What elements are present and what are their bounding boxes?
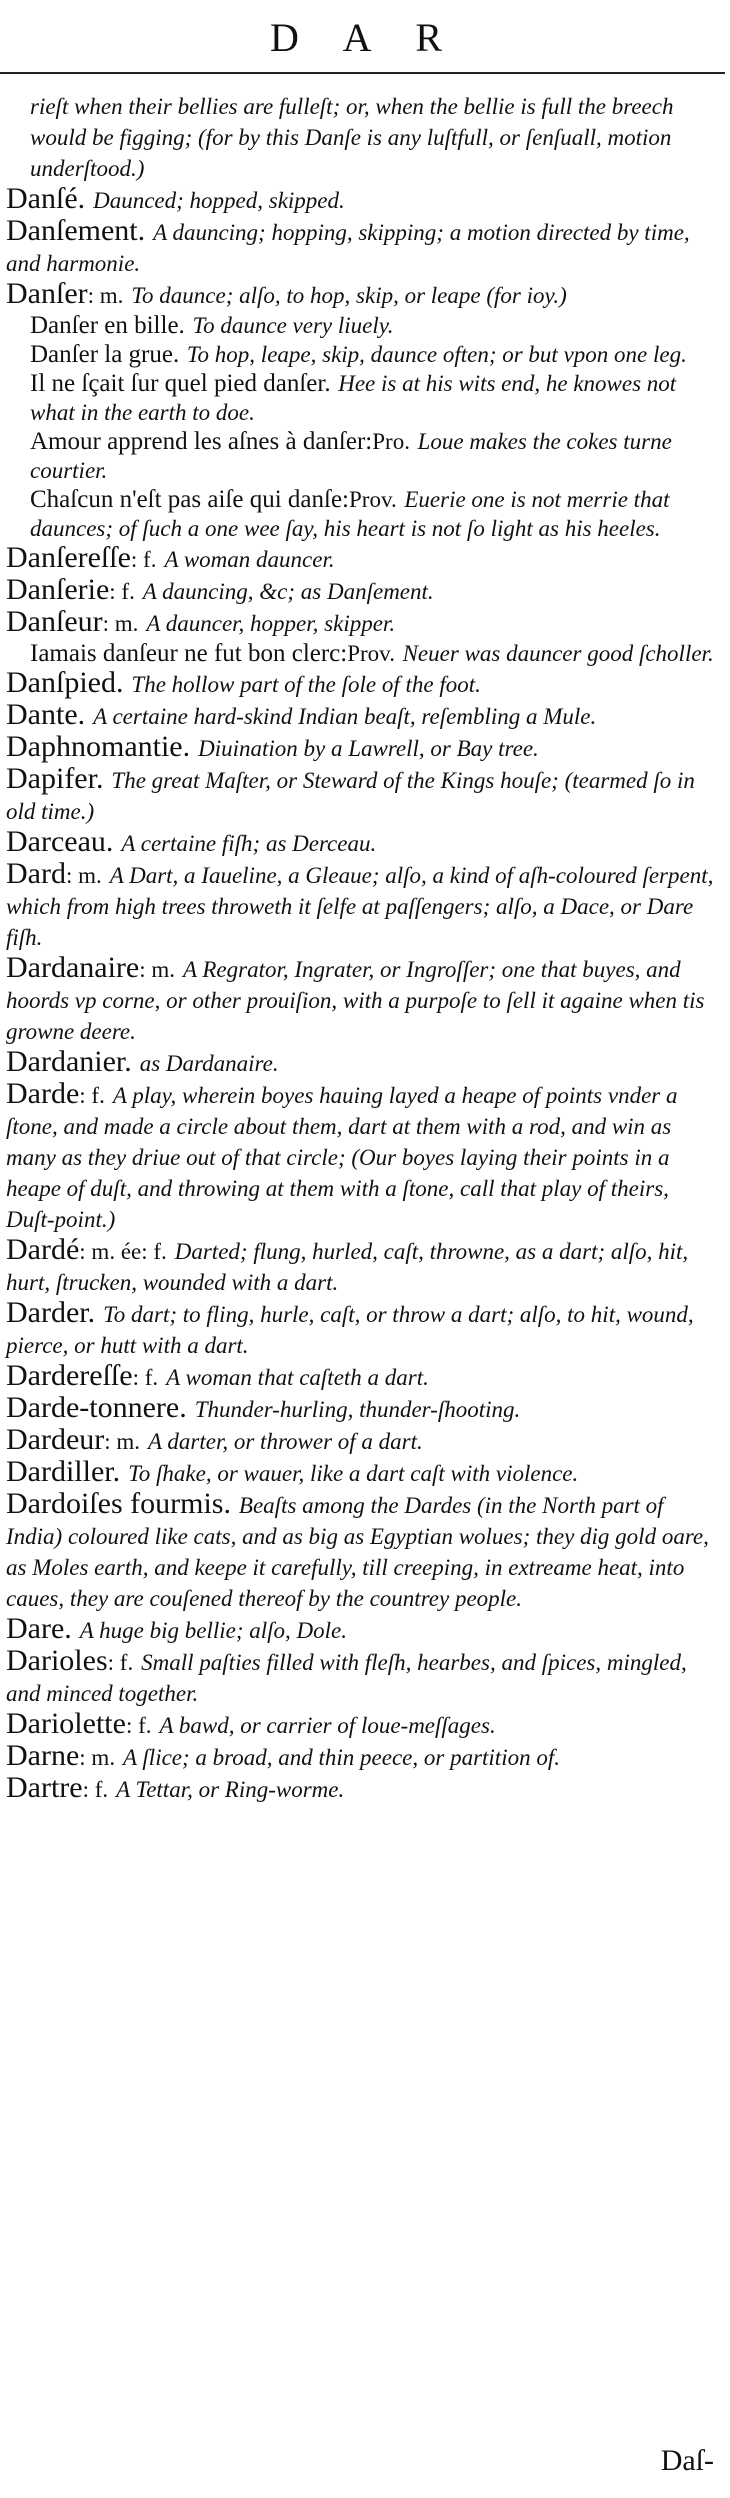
dictionary-entry [6,216,718,279]
headword: Il ne ſçait ſur quel pied danſer. [30,370,331,397]
grammar-note: : m. [87,283,124,308]
headword: Danſé. [6,182,86,215]
definition: To hop, leape, skip, daunce often; or but vpon one leg. [186,342,687,367]
dictionary-entry [6,1773,718,1805]
headword: Darde-tonnere. [6,1391,187,1424]
headword: Dardanaire [6,951,140,984]
definition: To daunce; alſo, to hop, skip, or leape (for ioy.) [131,283,567,308]
definition: A play, wherein boyes hauing layed a heape of points vnder a ſtone, and made a circle about them, dart at them with a rod, and win as many as they driue out of that circle; (Our boyes laying their points in a heape of duſt, and throwing at them with a ſtone, call that play of theirs, Duſt-point.) [6,1083,678,1232]
headword: Danſpied. [6,666,124,699]
header-rule [0,72,725,74]
grammar-note: : f. [132,1365,159,1390]
dictionary-entry [6,575,718,607]
catchword: Daſ- [660,2444,714,2477]
definition: A darter, or thrower of a dart. [148,1429,423,1454]
headword: Dardanier. [6,1045,132,1078]
headword: Dariolette [6,1707,126,1740]
grammar-note: : f. [125,1713,152,1738]
headword: Amour apprend les aſnes à danſer: [30,428,373,455]
dictionary-entry [6,859,718,953]
headword: Danſerie [6,573,110,606]
definition: A dauncer, hopper, skipper. [146,611,396,636]
definition: Darted; flung, hurled, caſt, throwne, as a dart; alſo, hit, hurt, ſtrucken, wounded with a dart. [6,1239,689,1295]
headword: Dante. [6,698,86,731]
grammar-note: : f. [82,1777,109,1802]
definition: A dauncing, &c; as Danſement. [142,579,434,604]
dictionary-entry [6,953,718,1047]
definition: A Dart, a Iaueline, a Gleaue; alſo, a kind of aſh-coloured ſerpent, which from high trees throweth it ſelfe at paſſengers; alſo, a Dace, or Dare fiſh. [6,863,714,950]
dictionary-entry [6,1709,718,1741]
dictionary-subentry [6,639,718,668]
definition: Loue makes the cokes turne courtier. [30,429,672,483]
grammar-note: Prov. [347,641,395,666]
definition: A certaine fiſh; as Derceau. [121,831,377,856]
headword: Dardereſſe [6,1359,133,1392]
definition: Diuination by a Lawrell, or Bay tree. [198,736,539,761]
dictionary-entry [6,607,718,639]
dictionary-entry [6,279,718,311]
running-head: D A R [269,15,461,60]
headword: Darioles [6,1644,108,1677]
dictionary-entry [6,1235,718,1298]
definition: as Dardanaire. [139,1051,279,1076]
headword: Daphnomantie. [6,730,191,763]
dictionary-entry [6,1425,718,1457]
dictionary-entry [6,543,718,575]
dictionary-entry [6,1457,718,1489]
definition: A Tettar, or Ring-worme. [116,1777,345,1802]
definition: A huge big bellie; alſo, Dole. [79,1618,347,1643]
headword: Danſer en bille. [30,312,185,339]
dictionary-entry [6,184,718,216]
dictionary-subentry [6,485,718,543]
definition: Hee is at his wits end, he knowes not what in the earth to doe. [30,371,677,425]
headword: Danſer [6,277,88,310]
grammar-note: : f. [79,1083,105,1108]
grammar-note: : f. [109,579,135,604]
definition: To dart; to fling, hurle, caſt, or throw a dart; alſo, to hit, wound, pierce, or hutt with a dart. [6,1302,694,1358]
dictionary-entry [6,1047,718,1079]
grammar-note: : m. [65,863,102,888]
headword: Dartre [6,1771,83,1804]
dictionary-subentry [6,340,718,369]
dictionary-entry [6,700,718,732]
dictionary-entry [6,1646,718,1709]
definition: Small paſties filled with fleſh, hearbes, and ſpices, mingled, and minced together. [6,1650,687,1706]
dictionary-entry [6,1079,718,1235]
definition: Daunced; hopped, skipped. [93,188,345,213]
dictionary-subentry [6,311,718,340]
headword: Dapifer. [6,762,104,795]
definition: A bawd, or carrier of loue-meſſages. [159,1713,496,1738]
definition: To ſhake, or wauer, like a dart caſt with violence. [128,1461,579,1486]
definition: Beaſts among the Dardes (in the North part of India) coloured like cats, and as big as Egyptian wolues; they dig gold oare, as Moles earth, and keepe it carefully, till creeping, in extreame heat, into caues, they are couſened thereof by the countrey people. [6,1493,709,1611]
headword: Danſeur [6,605,103,638]
definition: Neuer was dauncer good ſcholler. [402,641,714,666]
definition: The hollow part of the ſole of the foot. [131,672,481,697]
definition: A Regrator, Ingrater, or Ingroſſer; one that buyes, and hoords vp corne, or other prouiſion, with a purpoſe to ſell it againe when tis growne deere. [6,957,705,1044]
headword: Danſer la grue. [30,341,180,368]
definition: Euerie one is not merrie that daunces; of ſuch a one wee ſay, his heart is not ſo light as his heeles. [30,487,670,541]
headword: Dardoiſes fourmis. [6,1487,231,1520]
definition: The great Maſter, or Steward of the Kings houſe; (tearmed ſo in old time.) [6,768,695,824]
headword: Darder. [6,1296,96,1329]
dictionary-entry [6,1489,718,1614]
grammar-note: Prov. [349,487,397,512]
dictionary-entries [6,90,718,1805]
headword: Darne [6,1739,80,1772]
definition: A ſlice; a broad, and thin peece, or partition of. [123,1745,560,1770]
dictionary-subentry [6,427,718,485]
dictionary-entry [6,764,718,827]
grammar-note: : f. [130,547,157,572]
definition: To daunce very liuely. [192,313,394,338]
grammar-note: Pro. [372,429,410,454]
grammar-note: : m. [102,611,139,636]
headword: Dardeur [6,1423,105,1456]
grammar-note: : m. [104,1429,141,1454]
headword: Dardiller. [6,1455,121,1488]
grammar-note: : m. ée: f. [79,1239,167,1264]
page-header [0,0,730,82]
headword: Dare. [6,1612,72,1645]
headword: Darceau. [6,825,114,858]
dictionary-entry [6,1741,718,1773]
dictionary-entry [6,1298,718,1361]
definition: A dauncing; hopping, skipping; a motion directed by time, and harmonie. [6,220,690,276]
grammar-note: : f. [107,1650,134,1675]
headword: Iamais danſeur ne fut bon clerc: [30,640,348,667]
dictionary-entry [6,1614,718,1646]
headword: Dardé [6,1233,80,1266]
dictionary-entry [6,827,718,859]
grammar-note: : m. [139,957,176,982]
headword: Darde [6,1077,80,1110]
grammar-note: : m. [79,1745,116,1770]
definition: A woman dauncer. [164,547,335,572]
definition: rieſt when their bellies are fulleſt; or, when the bellie is full the breech would be figging; (for by this Danſe is any luſtfull, or ſenſuall, motion underſtood.) [30,94,674,181]
dictionary-entry [6,668,718,700]
dictionary-entry [6,1361,718,1393]
headword: Danſement. [6,214,146,247]
definition: Thunder-hurling, thunder-ſhooting. [194,1397,521,1422]
definition: A woman that caſteth a dart. [166,1365,429,1390]
headword: Chaſcun n'eſt pas aiſe qui danſe: [30,486,349,513]
dictionary-entry [6,1393,718,1425]
headword: Dard [6,857,66,890]
headword: Danſereſſe [6,541,131,574]
dictionary-subentry [6,369,718,427]
dictionary-entry [6,90,718,184]
definition: A certaine hard-skind Indian beaſt, reſembling a Mule. [93,704,597,729]
dictionary-entry [6,732,718,764]
